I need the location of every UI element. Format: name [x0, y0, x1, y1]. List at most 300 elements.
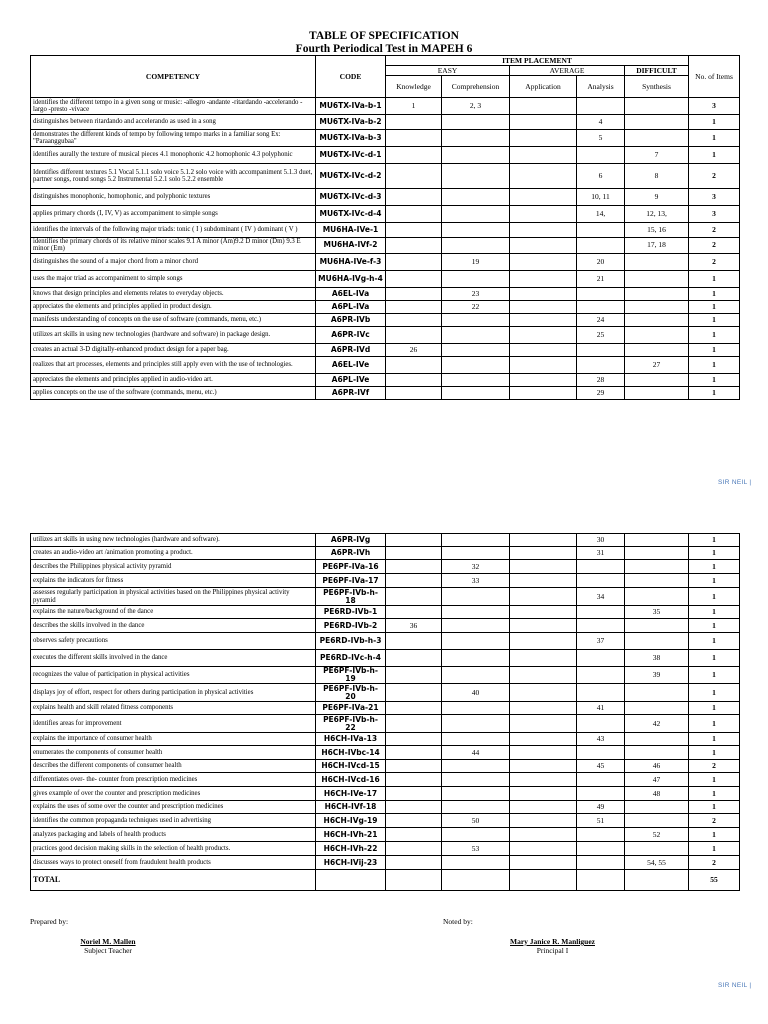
table-row	[31, 684, 740, 702]
analysis-cell	[577, 147, 625, 164]
competency-cell: distinguishes the sound of a major chord from a minor chord	[31, 253, 316, 270]
watermark-bottom: SIR NEIL |	[718, 982, 752, 989]
synthesis-cell	[625, 253, 689, 270]
comprehension-cell	[442, 773, 510, 787]
items-cell: 1	[689, 326, 740, 343]
table-row	[31, 667, 740, 684]
application-cell	[510, 164, 577, 189]
preparer-name: Noriel M. Mallen	[80, 937, 136, 946]
items-cell: 1	[689, 356, 740, 373]
code-cell: H6CH-IVf-18	[316, 801, 386, 814]
knowledge-cell	[386, 189, 442, 206]
code-cell: A6PR-IVb	[316, 313, 386, 326]
application-cell	[510, 702, 577, 715]
table-row	[31, 356, 740, 373]
knowledge-cell	[386, 574, 442, 588]
synthesis-cell: 42	[625, 715, 689, 733]
synthesis-cell	[625, 702, 689, 715]
total-items: 55	[689, 870, 740, 891]
comprehension-cell	[442, 856, 510, 870]
comprehension-cell	[442, 270, 510, 287]
application-cell	[510, 787, 577, 801]
analysis-cell	[577, 300, 625, 313]
knowledge-cell	[386, 313, 442, 326]
application-cell	[510, 238, 577, 254]
comprehension-cell	[442, 760, 510, 773]
analysis-cell	[577, 606, 625, 619]
table-row	[31, 534, 740, 547]
comprehension-cell: 40	[442, 684, 510, 702]
items-cell: 2	[689, 760, 740, 773]
items-cell: 1	[689, 313, 740, 326]
application-cell	[510, 760, 577, 773]
table-row	[31, 313, 740, 326]
competency-cell: explains the uses of some over the counter and prescription medicines	[31, 801, 316, 814]
code-cell: PE6PF-IVa-16	[316, 560, 386, 574]
analysis-cell: 28	[577, 373, 625, 386]
knowledge-cell	[386, 828, 442, 842]
analysis-cell: 21	[577, 270, 625, 287]
code-cell: MU6HA-IVg-h-4	[316, 270, 386, 287]
table-row	[31, 715, 740, 733]
competency-cell: uses the major triad as accompaniment to simple songs	[31, 270, 316, 287]
items-cell: 1	[689, 787, 740, 801]
analysis-cell: 20	[577, 253, 625, 270]
application-cell	[510, 814, 577, 828]
table-row	[31, 206, 740, 223]
application-cell	[510, 253, 577, 270]
table-row	[31, 270, 740, 287]
comprehension-cell	[442, 356, 510, 373]
competency-cell: observes safety precautions	[31, 633, 316, 650]
table-row	[31, 130, 740, 147]
items-cell: 1	[689, 684, 740, 702]
knowledge-cell	[386, 760, 442, 773]
comprehension-cell	[442, 715, 510, 733]
items-cell: 1	[689, 842, 740, 856]
table-row	[31, 547, 740, 560]
comprehension-cell	[442, 206, 510, 223]
analysis-cell	[577, 773, 625, 787]
application-cell	[510, 386, 577, 399]
synthesis-cell: 12, 13,	[625, 206, 689, 223]
items-cell: 1	[689, 343, 740, 356]
analysis-cell	[577, 287, 625, 300]
synthesis-cell	[625, 633, 689, 650]
knowledge-cell	[386, 787, 442, 801]
table-row	[31, 373, 740, 386]
knowledge-cell: 36	[386, 619, 442, 633]
synthesis-cell: 27	[625, 356, 689, 373]
comprehension-cell	[442, 733, 510, 746]
competency-cell: describes the Philippines physical activity pyramid	[31, 560, 316, 574]
code-cell: MU6HA-IVf-2	[316, 238, 386, 254]
analysis-cell: 29	[577, 386, 625, 399]
table-row	[31, 253, 740, 270]
application-cell	[510, 684, 577, 702]
items-cell: 2	[689, 253, 740, 270]
competency-cell: assesses regularly participation in physical activities based on the Philippines physical activity pyramid	[31, 588, 316, 606]
table-row	[31, 619, 740, 633]
synthesis-cell: 48	[625, 787, 689, 801]
competency-cell: identifies areas for improvement	[31, 715, 316, 733]
knowledge-cell	[386, 164, 442, 189]
knowledge-cell	[386, 253, 442, 270]
synthesis-cell: 9	[625, 189, 689, 206]
synthesis-cell	[625, 814, 689, 828]
competency-cell: applies primary chords (I, IV, V) as accompaniment to simple songs	[31, 206, 316, 223]
table-row	[31, 98, 740, 115]
analysis-cell: 14,	[577, 206, 625, 223]
comprehension-cell	[442, 702, 510, 715]
code-cell: H6CH-IVh-22	[316, 842, 386, 856]
competency-cell: discusses ways to protect oneself from fraudulent health products	[31, 856, 316, 870]
analysis-cell	[577, 223, 625, 238]
items-cell: 1	[689, 115, 740, 130]
knowledge-cell	[386, 300, 442, 313]
knowledge-cell	[386, 715, 442, 733]
code-cell: A6PR-IVc	[316, 326, 386, 343]
comprehension-cell	[442, 667, 510, 684]
knowledge-cell	[386, 733, 442, 746]
code-cell: A6PL-IVe	[316, 373, 386, 386]
application-cell	[510, 828, 577, 842]
application-cell	[510, 842, 577, 856]
knowledge-cell	[386, 356, 442, 373]
analysis-cell: 34	[577, 588, 625, 606]
synthesis-cell: 46	[625, 760, 689, 773]
table-row	[31, 733, 740, 746]
code-cell: PE6RD-IVc-h-4	[316, 650, 386, 667]
knowledge-cell	[386, 814, 442, 828]
comprehension-cell	[442, 130, 510, 147]
competency-cell: explains the importance of consumer health	[31, 733, 316, 746]
items-cell: 1	[689, 702, 740, 715]
table-row	[31, 633, 740, 650]
header-competency: COMPETENCY	[31, 56, 316, 98]
header-average: AVERAGE	[510, 66, 625, 76]
comprehension-cell	[442, 386, 510, 399]
application-cell	[510, 715, 577, 733]
comprehension-cell	[442, 787, 510, 801]
synthesis-cell	[625, 373, 689, 386]
application-cell	[510, 574, 577, 588]
knowledge-cell	[386, 842, 442, 856]
table-row	[31, 787, 740, 801]
competency-cell: distinguishes monophonic, homophonic, and polyphonic textures	[31, 189, 316, 206]
synthesis-cell	[625, 270, 689, 287]
synthesis-cell	[625, 684, 689, 702]
analysis-cell	[577, 619, 625, 633]
table-row	[31, 223, 740, 238]
application-cell	[510, 300, 577, 313]
code-cell: PE6PF-IVb-h-19	[316, 667, 386, 684]
synthesis-cell	[625, 300, 689, 313]
application-cell	[510, 801, 577, 814]
competency-cell: knows that design principles and elements relates to everyday objects.	[31, 287, 316, 300]
noted-by-label: Noted by:	[443, 917, 473, 926]
application-cell	[510, 313, 577, 326]
table-row	[31, 287, 740, 300]
header-comprehension: Comprehension	[442, 76, 510, 98]
comprehension-cell	[442, 828, 510, 842]
items-cell: 1	[689, 773, 740, 787]
analysis-cell	[577, 715, 625, 733]
header-difficult: DIFFICULT	[625, 66, 689, 76]
competency-cell: recognizes the value of participation in physical activities	[31, 667, 316, 684]
knowledge-cell	[386, 588, 442, 606]
analysis-cell: 25	[577, 326, 625, 343]
items-cell: 3	[689, 98, 740, 115]
table-row	[31, 650, 740, 667]
table-row	[31, 773, 740, 787]
code-cell: PE6PF-IVa-17	[316, 574, 386, 588]
table-row	[31, 588, 740, 606]
noter-name: Mary Janice R. Manliguez	[510, 937, 595, 946]
comprehension-cell	[442, 326, 510, 343]
application-cell	[510, 343, 577, 356]
knowledge-cell	[386, 326, 442, 343]
code-cell: H6CH-IVe-17	[316, 787, 386, 801]
items-cell: 1	[689, 130, 740, 147]
knowledge-cell	[386, 606, 442, 619]
competency-cell: applies concepts on the use of the software (commands, menu, etc.)	[31, 386, 316, 399]
items-cell: 1	[689, 733, 740, 746]
table-row	[31, 326, 740, 343]
competency-cell: distinguishes between ritardando and accelerando as used in a song	[31, 115, 316, 130]
competency-cell: gives example of over the counter and prescription medicines	[31, 787, 316, 801]
synthesis-cell: 15, 16	[625, 223, 689, 238]
synthesis-cell: 54, 55	[625, 856, 689, 870]
comprehension-cell: 53	[442, 842, 510, 856]
preparer-role: Subject Teacher	[84, 946, 132, 955]
items-cell: 2	[689, 164, 740, 189]
code-cell: MU6TX-IVc-d-1	[316, 147, 386, 164]
prepared-by-label: Prepared by:	[30, 917, 69, 926]
comprehension-cell: 50	[442, 814, 510, 828]
synthesis-cell	[625, 287, 689, 300]
items-cell: 1	[689, 746, 740, 760]
code-cell: MU6TX-IVc-d-3	[316, 189, 386, 206]
items-cell: 2	[689, 856, 740, 870]
comprehension-cell	[442, 633, 510, 650]
knowledge-cell	[386, 702, 442, 715]
code-cell: H6CH-IVg-19	[316, 814, 386, 828]
table-row	[31, 164, 740, 189]
synthesis-cell	[625, 98, 689, 115]
header-application: Application	[510, 76, 577, 98]
analysis-cell: 10, 11	[577, 189, 625, 206]
competency-cell: differentiates over- the- counter from prescription medicines	[31, 773, 316, 787]
knowledge-cell	[386, 684, 442, 702]
code-cell: A6PL-IVa	[316, 300, 386, 313]
application-cell	[510, 534, 577, 547]
header-analysis: Analysis	[577, 76, 625, 98]
code-cell: PE6PF-IVb-h-18	[316, 588, 386, 606]
header-item-placement: ITEM PLACEMENT	[386, 56, 689, 66]
table-row	[31, 801, 740, 814]
synthesis-cell: 47	[625, 773, 689, 787]
competency-cell: explains health and skill related fitness components	[31, 702, 316, 715]
application-cell	[510, 98, 577, 115]
analysis-cell	[577, 356, 625, 373]
analysis-cell	[577, 746, 625, 760]
code-cell: MU6TX-IVc-d-4	[316, 206, 386, 223]
competency-cell: identifies aurally the texture of musical pieces 4.1 monophonic 4.2 homophonic 4.3 polyphonic	[31, 147, 316, 164]
table-row	[31, 856, 740, 870]
comprehension-cell	[442, 606, 510, 619]
specification-table-page-1	[30, 55, 740, 400]
code-cell: A6EL-IVa	[316, 287, 386, 300]
analysis-cell	[577, 828, 625, 842]
synthesis-cell	[625, 343, 689, 356]
comprehension-cell	[442, 650, 510, 667]
items-cell: 1	[689, 386, 740, 399]
code-cell: PE6RD-IVb-1	[316, 606, 386, 619]
comprehension-cell	[442, 115, 510, 130]
application-cell	[510, 270, 577, 287]
competency-cell: appreciates the elements and principles applied in product design.	[31, 300, 316, 313]
items-cell: 2	[689, 223, 740, 238]
noter-role: Principal I	[536, 946, 569, 955]
items-cell: 1	[689, 619, 740, 633]
competency-cell: utilizes art skills in using new technologies (hardware and software) in package design.	[31, 326, 316, 343]
items-cell: 1	[689, 715, 740, 733]
table-row	[31, 842, 740, 856]
code-cell: MU6TX-IVa-b-3	[316, 130, 386, 147]
code-cell: PE6RD-IVb-2	[316, 619, 386, 633]
analysis-cell	[577, 667, 625, 684]
table-row	[31, 238, 740, 254]
knowledge-cell	[386, 130, 442, 147]
items-cell: 1	[689, 547, 740, 560]
comprehension-cell	[442, 147, 510, 164]
synthesis-cell	[625, 386, 689, 399]
application-cell	[510, 287, 577, 300]
table-row	[31, 702, 740, 715]
competency-cell: enumerates the components of consumer health	[31, 746, 316, 760]
synthesis-cell	[625, 560, 689, 574]
analysis-cell	[577, 560, 625, 574]
code-cell: H6CH-IVbc-14	[316, 746, 386, 760]
items-cell: 2	[689, 814, 740, 828]
synthesis-cell	[625, 842, 689, 856]
items-cell: 1	[689, 574, 740, 588]
items-cell: 1	[689, 801, 740, 814]
competency-cell: Identifies different textures 5.1 Vocal 5.1.1 solo voice 5.1.2 solo voice with accompaniment 5.1.3 duet, partner songs, round songs 5.2 Instrumental 5.2.1 solo 5.2.2 ensemble	[31, 164, 316, 189]
table-row	[31, 147, 740, 164]
knowledge-cell: 1	[386, 98, 442, 115]
items-cell: 1	[689, 588, 740, 606]
items-cell: 3	[689, 206, 740, 223]
knowledge-cell	[386, 801, 442, 814]
knowledge-cell	[386, 746, 442, 760]
synthesis-cell	[625, 534, 689, 547]
comprehension-cell: 32	[442, 560, 510, 574]
preparer-block	[48, 937, 168, 955]
table-row	[31, 560, 740, 574]
comprehension-cell: 19	[442, 253, 510, 270]
comprehension-cell: 23	[442, 287, 510, 300]
items-cell: 1	[689, 300, 740, 313]
comprehension-cell	[442, 189, 510, 206]
competency-cell: identifies the different tempo in a given song or music: -allegro -andante -ritardando -accelerando -largo -presto -vivace	[31, 98, 316, 115]
knowledge-cell	[386, 287, 442, 300]
comprehension-cell	[442, 164, 510, 189]
application-cell	[510, 650, 577, 667]
knowledge-cell	[386, 147, 442, 164]
comprehension-cell	[442, 343, 510, 356]
knowledge-cell	[386, 773, 442, 787]
document-title: TABLE OF SPECIFICATION	[309, 30, 459, 42]
competency-cell: creates an audio-video art /animation promoting a product.	[31, 547, 316, 560]
knowledge-cell	[386, 373, 442, 386]
competency-cell: manifests understanding of concepts on the use of software (commands, menu, etc.)	[31, 313, 316, 326]
analysis-cell: 4	[577, 115, 625, 130]
code-cell: PE6PF-IVb-h-22	[316, 715, 386, 733]
knowledge-cell	[386, 667, 442, 684]
code-cell: MU6TX-IVa-b-1	[316, 98, 386, 115]
comprehension-cell	[442, 534, 510, 547]
application-cell	[510, 326, 577, 343]
application-cell	[510, 373, 577, 386]
comprehension-cell: 22	[442, 300, 510, 313]
comprehension-cell	[442, 547, 510, 560]
analysis-cell	[577, 238, 625, 254]
synthesis-cell: 38	[625, 650, 689, 667]
competency-cell: appreciates the elements and principles applied in audio-video art.	[31, 373, 316, 386]
code-cell: A6PR-IVg	[316, 534, 386, 547]
knowledge-cell	[386, 560, 442, 574]
table-row	[31, 760, 740, 773]
analysis-cell: 5	[577, 130, 625, 147]
synthesis-cell: 8	[625, 164, 689, 189]
application-cell	[510, 189, 577, 206]
comprehension-cell	[442, 373, 510, 386]
analysis-cell	[577, 98, 625, 115]
knowledge-cell	[386, 223, 442, 238]
header-knowledge: Knowledge	[386, 76, 442, 98]
header-synthesis: Synthesis	[625, 76, 689, 98]
total-label: TOTAL	[31, 870, 316, 891]
knowledge-cell	[386, 633, 442, 650]
code-cell: MU6HA-IVe-f-3	[316, 253, 386, 270]
header-easy: EASY	[386, 66, 510, 76]
application-cell	[510, 619, 577, 633]
analysis-cell: 6	[577, 164, 625, 189]
code-cell: A6EL-IVe	[316, 356, 386, 373]
analysis-cell: 41	[577, 702, 625, 715]
application-cell	[510, 547, 577, 560]
synthesis-cell: 52	[625, 828, 689, 842]
competency-cell: identifies the primary chords of its relative minor scales 9.1 A minor (Am)9.2 D minor (Dm) 9.3 E minor (Em)	[31, 238, 316, 254]
competency-cell: creates an actual 3-D digitally-enhanced product design for a paper bag.	[31, 343, 316, 356]
analysis-cell	[577, 842, 625, 856]
synthesis-cell	[625, 746, 689, 760]
code-cell: PE6PF-IVb-h-20	[316, 684, 386, 702]
analysis-cell: 51	[577, 814, 625, 828]
synthesis-cell	[625, 326, 689, 343]
comprehension-cell: 33	[442, 574, 510, 588]
synthesis-cell	[625, 313, 689, 326]
comprehension-cell	[442, 223, 510, 238]
code-cell: H6CH-IVh-21	[316, 828, 386, 842]
document-subtitle: Fourth Periodical Test in MAPEH 6	[295, 43, 473, 55]
application-cell	[510, 223, 577, 238]
table-row	[31, 189, 740, 206]
synthesis-cell	[625, 574, 689, 588]
synthesis-cell	[625, 115, 689, 130]
